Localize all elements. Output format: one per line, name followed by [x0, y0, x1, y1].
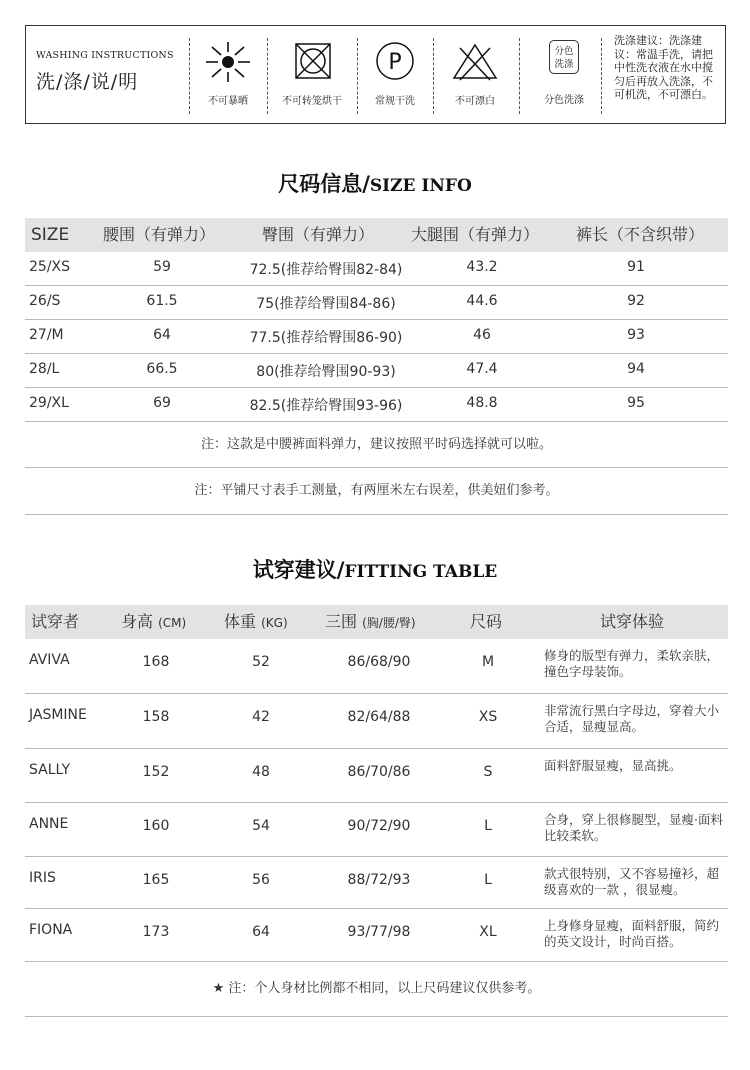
- table-cell: 27/M: [29, 327, 64, 343]
- table-cell: 28/L: [29, 361, 60, 377]
- table-cell: 95: [627, 395, 645, 411]
- size-info-title: [0, 168, 750, 198]
- table-row: [25, 857, 728, 909]
- header-size: SIZE: [31, 225, 70, 245]
- table-cell: 93/77/98: [347, 924, 411, 940]
- fitting-title-en: FITTING TABLE: [344, 562, 498, 582]
- table-cell: SALLY: [29, 762, 71, 778]
- size-table-header: [25, 218, 728, 252]
- washing-instructions-box: [25, 25, 726, 124]
- table-cell: 43.2: [466, 259, 498, 275]
- no-tumble-dry-icon: [290, 40, 334, 84]
- no-bleach-icon: [450, 40, 500, 84]
- table-cell: 90/72/90: [347, 818, 411, 834]
- divider: [189, 38, 190, 114]
- table-cell: 64: [252, 924, 270, 940]
- table-row: [25, 252, 728, 286]
- table-cell: 48.8: [466, 395, 498, 411]
- table-row: [25, 909, 728, 962]
- fitting-title-cn: 试穿建议/: [252, 558, 345, 582]
- divider: [601, 38, 602, 114]
- svg-text:P: P: [388, 50, 402, 75]
- header-three-label: 三围: [325, 612, 358, 631]
- dry-clean-item: [360, 40, 430, 107]
- divider: [267, 38, 268, 114]
- divider: [433, 38, 434, 114]
- table-cell: 合身，穿上很修腿型，显瘦·面料比较柔软。: [544, 812, 723, 843]
- icon-label: 分色洗涤: [544, 95, 584, 106]
- header-hip: 臀围（有弹力）: [262, 225, 375, 244]
- table-cell: 上身修身显瘦，面料舒服，简约的英文设计，时尚百搭。: [544, 918, 720, 949]
- size-note: 注：这款是中腰裤面料弹力，建议按照平时码选择就可以啦。: [25, 422, 728, 468]
- table-cell: 修身的版型有弹力，柔软亲肤，撞色字母装饰。: [544, 648, 720, 679]
- icon-label: 不可转笼烘干: [282, 96, 342, 107]
- table-cell: 72.5(推荐给臀围82-84): [249, 262, 403, 278]
- separate-wash-icon: [549, 40, 579, 74]
- table-cell: L: [484, 818, 492, 834]
- size-info-title-cn: 尺码信息/: [278, 172, 370, 196]
- table-row: [25, 749, 728, 803]
- table-cell: XL: [479, 924, 497, 940]
- table-cell: 165: [142, 872, 170, 888]
- table-cell: 61.5: [146, 293, 178, 309]
- table-cell: 54: [252, 818, 270, 834]
- header-waist: 腰围（有弹力）: [103, 225, 216, 244]
- separate-wash-item: [529, 40, 599, 106]
- table-cell: 56: [252, 872, 270, 888]
- table-cell: 款式很特别，又不容易撞衫，超级喜欢的一款 ，很显瘦。: [544, 866, 720, 897]
- size-table: [25, 218, 728, 515]
- table-cell: 91: [627, 259, 645, 275]
- table-cell: 94: [627, 361, 645, 377]
- table-cell: 160: [142, 818, 170, 834]
- header-experience: 试穿体验: [600, 612, 665, 631]
- table-cell: 173: [142, 924, 170, 940]
- table-cell: 86/68/90: [347, 654, 411, 670]
- header-tester: 试穿者: [31, 612, 80, 631]
- header-size: 尺码: [470, 612, 503, 631]
- table-cell: 168: [142, 654, 170, 670]
- table-cell: 47.4: [466, 361, 498, 377]
- table-cell: 66.5: [146, 361, 178, 377]
- header-weight: [224, 605, 288, 639]
- separate-wash-box-text: 分色洗涤: [554, 46, 574, 70]
- header-height-label: 身高: [121, 612, 154, 631]
- table-cell: AVIVA: [29, 652, 70, 668]
- table-cell: 80(推荐给臀围90-93): [256, 364, 396, 380]
- table-cell: 158: [142, 709, 170, 725]
- sun-icon: [202, 40, 254, 84]
- no-sun-exposure-item: [193, 40, 263, 107]
- table-row: [25, 354, 728, 388]
- fitting-table: [25, 605, 728, 1017]
- icon-label: 不可漂白: [455, 96, 495, 107]
- table-row: [25, 286, 728, 320]
- table-cell: FIONA: [29, 922, 73, 938]
- fitting-table-header: [25, 605, 728, 639]
- table-cell: 82.5(推荐给臀围93-96): [249, 398, 403, 414]
- icon-label: 不可暴晒: [208, 96, 248, 107]
- table-row: [25, 320, 728, 354]
- table-cell: JASMINE: [29, 707, 87, 723]
- header-thigh: 大腿围（有弹力）: [411, 225, 540, 244]
- table-cell: 面料舒服显瘦，显高挑。: [544, 758, 682, 773]
- table-cell: 69: [153, 395, 171, 411]
- table-cell: 75(推荐给臀围84-86): [256, 296, 396, 312]
- table-cell: 88/72/93: [347, 872, 411, 888]
- washing-advice: 洗涤建议：洗涤建议：常温手洗，请把中性洗衣液在水中搅匀后再放入洗涤，不可机洗，不可漂白。: [614, 34, 713, 101]
- table-cell: 92: [627, 293, 645, 309]
- table-cell: ANNE: [29, 816, 69, 832]
- table-cell: 42: [252, 709, 270, 725]
- no-bleach-item: [440, 40, 510, 107]
- table-cell: 64: [153, 327, 171, 343]
- fitting-title: [0, 554, 750, 584]
- table-cell: IRIS: [29, 870, 56, 886]
- table-cell: 59: [153, 259, 171, 275]
- table-cell: S: [483, 764, 493, 780]
- table-cell: 26/S: [29, 293, 61, 309]
- table-row: [25, 803, 728, 857]
- washing-title: [36, 50, 186, 94]
- table-cell: 46: [473, 327, 491, 343]
- table-cell: XS: [478, 709, 498, 725]
- divider: [519, 38, 520, 114]
- table-row: [25, 388, 728, 422]
- header-height-unit: (CM): [158, 616, 187, 630]
- fitting-note: ★ 注：个人身材比例都不相同，以上尺码建议仅供参考。: [25, 962, 728, 1017]
- table-cell: 93: [627, 327, 645, 343]
- header-height: [121, 605, 186, 639]
- table-cell: 77.5(推荐给臀围86-90): [249, 330, 403, 346]
- table-cell: 52: [252, 654, 270, 670]
- table-cell: 25/XS: [29, 259, 71, 275]
- table-row: [25, 694, 728, 749]
- header-weight-label: 体重: [224, 612, 257, 631]
- table-cell: 44.6: [466, 293, 498, 309]
- table-cell: 非常流行黑白字母边，穿着大小合适，显瘦显高。: [544, 703, 720, 734]
- divider: [357, 38, 358, 114]
- washing-title-cn: 洗/涤/说/明: [36, 71, 139, 93]
- table-cell: M: [481, 654, 495, 670]
- size-info-title-en: SIZE INFO: [369, 176, 472, 196]
- table-cell: 29/XL: [29, 395, 69, 411]
- dry-clean-p-icon: [373, 40, 417, 84]
- size-note: 注：平铺尺寸表手工测量，有两厘米左右误差，供美妞们参考。: [25, 468, 728, 515]
- header-length: 裤长（不含织带）: [576, 225, 705, 244]
- table-cell: L: [484, 872, 492, 888]
- header-three: [325, 605, 416, 639]
- header-three-unit: (胸/腰/臀): [362, 616, 416, 630]
- table-cell: 152: [142, 764, 170, 780]
- table-cell: 82/64/88: [347, 709, 411, 725]
- header-weight-unit: (KG): [261, 616, 288, 630]
- icon-label: 常规干洗: [375, 96, 415, 107]
- washing-title-en: WASHING INSTRUCTIONS: [36, 50, 174, 61]
- no-tumble-dry-item: [277, 40, 347, 107]
- table-cell: 48: [252, 764, 270, 780]
- table-row: [25, 639, 728, 694]
- table-cell: 86/70/86: [347, 764, 411, 780]
